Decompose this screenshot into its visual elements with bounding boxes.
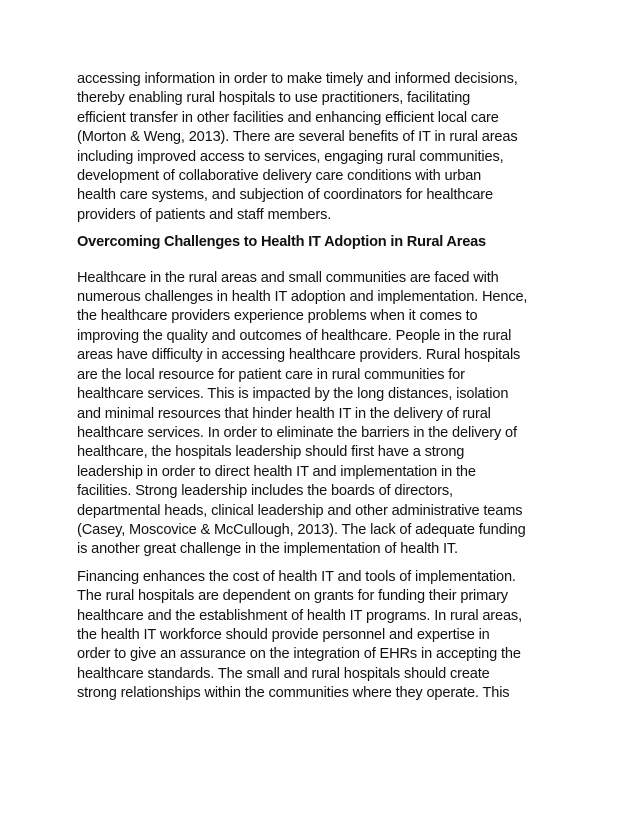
text-line: healthcare standards. The small and rural hospitals should create: [77, 665, 490, 682]
text-line: the healthcare providers experience problems when it comes to: [77, 308, 478, 325]
text-line: and minimal resources that hinder health IT in the delivery of rural: [77, 405, 491, 422]
text-line: healthcare services. In order to eliminate the barriers in the delivery of: [77, 424, 517, 441]
text-line: healthcare and the establishment of health IT programs. In rural areas,: [77, 607, 522, 624]
paragraph-benefits: [77, 70, 569, 225]
text-line: including improved access to services, engaging rural communities,: [77, 148, 504, 165]
text-line: healthcare, the hospitals leadership should first have a strong: [77, 444, 465, 461]
text-line: efficient transfer in other facilities and enhancing efficient local care: [77, 109, 499, 126]
text-line: health care systems, and subjection of coordinators for healthcare: [77, 187, 493, 204]
text-line: accessing information in order to make timely and informed decisions,: [77, 71, 518, 87]
text-line: departmental heads, clinical leadership and other administrative teams: [77, 502, 523, 519]
text-line: facilities. Strong leadership includes the boards of directors,: [77, 483, 453, 500]
text-line: thereby enabling rural hospitals to use practitioners, facilitating: [77, 90, 471, 107]
section-heading: Overcoming Challenges to Health IT Adoption in Rural Areas: [77, 234, 486, 251]
text-line: are the local resource for patient care in rural communities for: [77, 366, 465, 383]
text-line: the health IT workforce should provide personnel and expertise in: [77, 626, 490, 643]
text-line: (Casey, Moscovice & McCullough, 2013). The lack of adequate funding: [77, 521, 526, 538]
text-line: Healthcare in the rural areas and small communities are faced with: [77, 269, 499, 286]
text-line: (Morton & Weng, 2013). There are several benefits of IT in rural areas: [77, 129, 518, 146]
text-line: healthcare services. This is impacted by the long distances, isolation: [77, 386, 509, 403]
text-line: Financing enhances the cost of health IT and tools of implementation.: [77, 568, 516, 585]
text-line: order to give an assurance on the integration of EHRs in accepting the: [77, 646, 521, 663]
text-line: leadership in order to direct health IT and implementation in the: [77, 463, 476, 480]
text-line: areas have difficulty in accessing healthcare providers. Rural hospitals: [77, 347, 521, 364]
paragraph-financing: [77, 568, 569, 704]
paragraph-challenges: [77, 269, 569, 560]
text-line: providers of patients and staff members.: [77, 206, 332, 223]
text-line: improving the quality and outcomes of healthcare. People in the rural: [77, 327, 512, 344]
text-line: is another great challenge in the implementation of health IT.: [77, 541, 458, 558]
text-line: The rural hospitals are dependent on grants for funding their primary: [77, 588, 508, 605]
document-page: [77, 70, 569, 704]
text-line: numerous challenges in health IT adoption and implementation. Hence,: [77, 289, 528, 306]
text-line: development of collaborative delivery care conditions with urban: [77, 168, 482, 185]
text-line: strong relationships within the communities where they operate. This: [77, 685, 510, 702]
